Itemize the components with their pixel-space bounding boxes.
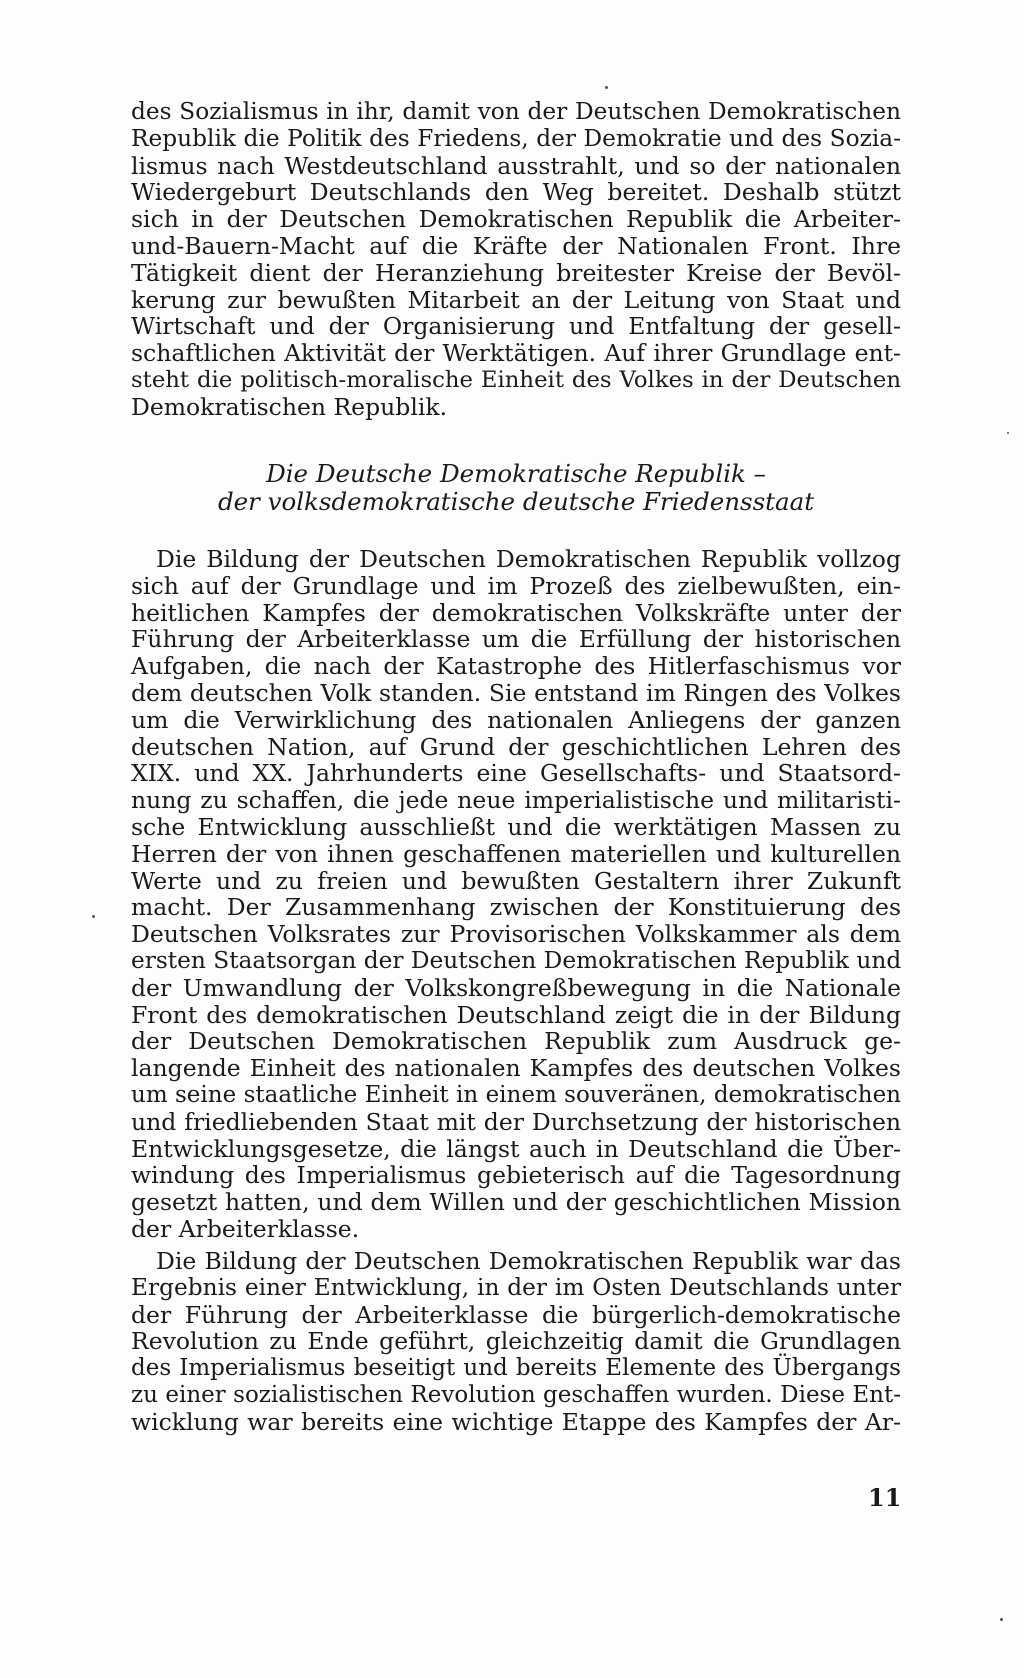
text-line: Werte und zu freien und bewußten Gestaltern ihrer Zukunft bbox=[131, 866, 901, 895]
text-line: sich auf der Grundlage und im Prozeß des zielbewußten, ein- bbox=[131, 571, 901, 600]
text-line: Führung der Arbeiterklasse um die Erfüllung der historischen bbox=[131, 625, 901, 654]
text-line: Tätigkeit dient der Heranziehung breitester Kreise der Bevöl- bbox=[131, 258, 901, 287]
text-line: und-Bauern-Macht auf die Kräfte der Nationalen Front. Ihre bbox=[131, 231, 901, 260]
text-line: macht. Der Zusammenhang zwischen der Konstituierung des bbox=[131, 893, 901, 922]
text-line: Die Bildung der Deutschen Demokratischen Republik war das bbox=[156, 1247, 901, 1275]
text-line: der Deutschen Demokratischen Republik zum Ausdruck ge- bbox=[131, 1027, 901, 1056]
paragraph-1 bbox=[131, 99, 901, 421]
text-line: der Führung der Arbeiterklasse die bürgerlich-demokratische bbox=[131, 1300, 901, 1329]
section-heading-line: Die Deutsche Demokratische Republik – bbox=[266, 459, 766, 488]
print-speck bbox=[605, 86, 608, 89]
text-line: Revolution zu Ende geführt, gleichzeitig damit die Grundlagen bbox=[131, 1327, 901, 1356]
text-line: Ergebnis einer Entwicklung, in der im Osten Deutschlands unter bbox=[131, 1273, 901, 1301]
text-line: Entwicklungsgesetze, die längst auch in Deutschland die Über- bbox=[131, 1134, 901, 1163]
text-line: schaftlichen Aktivität der Werktätigen. Auf ihrer Grundlage ent- bbox=[131, 339, 901, 368]
text-line: nung zu schaffen, die jede neue imperialistische und militaristi- bbox=[131, 786, 901, 815]
text-line: kerung zur bewußten Mitarbeit an der Leitung von Staat und bbox=[131, 285, 901, 314]
text-line: und friedliebenden Staat mit der Durchsetzung der historischen bbox=[131, 1107, 901, 1136]
page-number: 11 bbox=[868, 1483, 902, 1512]
paragraph-2 bbox=[131, 546, 901, 1243]
text-line: windung des Imperialismus gebieterisch auf die Tagesordnung bbox=[131, 1161, 901, 1190]
text-line: heitlichen Kampfes der demokratischen Volkskräfte unter der bbox=[131, 598, 901, 627]
print-speck bbox=[1007, 432, 1009, 434]
print-speck bbox=[92, 915, 95, 918]
text-line: Wiedergeburt Deutschlands den Weg bereitet. Deshalb stützt bbox=[131, 178, 901, 207]
section-heading-line: der volksdemokratische deutsche Friedensstaat bbox=[217, 487, 815, 516]
text-line: des Imperialismus beseitigt und bereits Elemente des Übergangs bbox=[131, 1355, 901, 1382]
text-line: Herren der von ihnen geschaffenen materiellen und kulturellen bbox=[131, 839, 901, 868]
text-line: wicklung war bereits eine wichtige Etappe des Kampfes der Ar- bbox=[131, 1407, 901, 1436]
section-heading bbox=[131, 460, 901, 516]
text-line: Republik die Politik des Friedens, der Demokratie und des Sozia- bbox=[131, 124, 901, 152]
text-line: der Arbeiterklasse. bbox=[131, 1214, 360, 1243]
text-line: steht die politisch-moralische Einheit des Volkes in der Deutschen bbox=[131, 366, 901, 393]
text-line: Aufgaben, die nach der Katastrophe des Hitlerfaschismus vor bbox=[131, 652, 901, 681]
print-speck bbox=[1000, 1618, 1003, 1621]
text-line: deutschen Nation, auf Grund der geschichtlichen Lehren des bbox=[131, 732, 901, 761]
text-line: dem deutschen Volk standen. Sie entstand im Ringen des Volkes bbox=[131, 678, 901, 707]
text-line: um seine staatliche Einheit in einem souveränen, demokratischen bbox=[131, 1081, 901, 1108]
text-line: XIX. und XX. Jahrhunderts eine Gesellschafts- und Staatsord- bbox=[131, 759, 901, 788]
text-line: Front des demokratischen Deutschland zeigt die in der Bildung bbox=[131, 1000, 901, 1029]
text-line: Wirtschaft und der Organisierung und Entfaltung der gesell- bbox=[131, 312, 901, 341]
text-line: langende Einheit des nationalen Kampfes des deutschen Volkes bbox=[131, 1054, 901, 1083]
text-line: um die Verwirklichung des nationalen Anliegens der ganzen bbox=[131, 705, 901, 734]
text-line: Demokratischen Republik. bbox=[131, 392, 448, 421]
paragraph-3 bbox=[131, 1248, 901, 1436]
text-line: ersten Staatsorgan der Deutschen Demokratischen Republik und bbox=[131, 946, 902, 974]
text-line: sich in der Deutschen Demokratischen Republik die Arbeiter- bbox=[131, 205, 901, 234]
text-line: Deutschen Volksrates zur Provisorischen Volkskammer als dem bbox=[131, 920, 901, 949]
text-line: sche Entwicklung ausschließt und die werktätigen Massen zu bbox=[131, 812, 901, 841]
text-line: Die Bildung der Deutschen Demokratischen Republik vollzog bbox=[156, 545, 901, 573]
text-line: der Umwandlung der Volkskongreßbewegung in die Nationale bbox=[131, 973, 901, 1002]
text-line: lismus nach Westdeutschland ausstrahlt, und so der nationalen bbox=[131, 151, 901, 180]
text-line: zu einer sozialistischen Revolution geschaffen wurden. Diese Ent- bbox=[131, 1381, 901, 1408]
text-line: gesetzt hatten, und dem Willen und der geschichtlichen Mission bbox=[131, 1188, 901, 1217]
text-line: des Sozialismus in ihr, damit von der Deutschen Demokratischen bbox=[131, 98, 901, 125]
